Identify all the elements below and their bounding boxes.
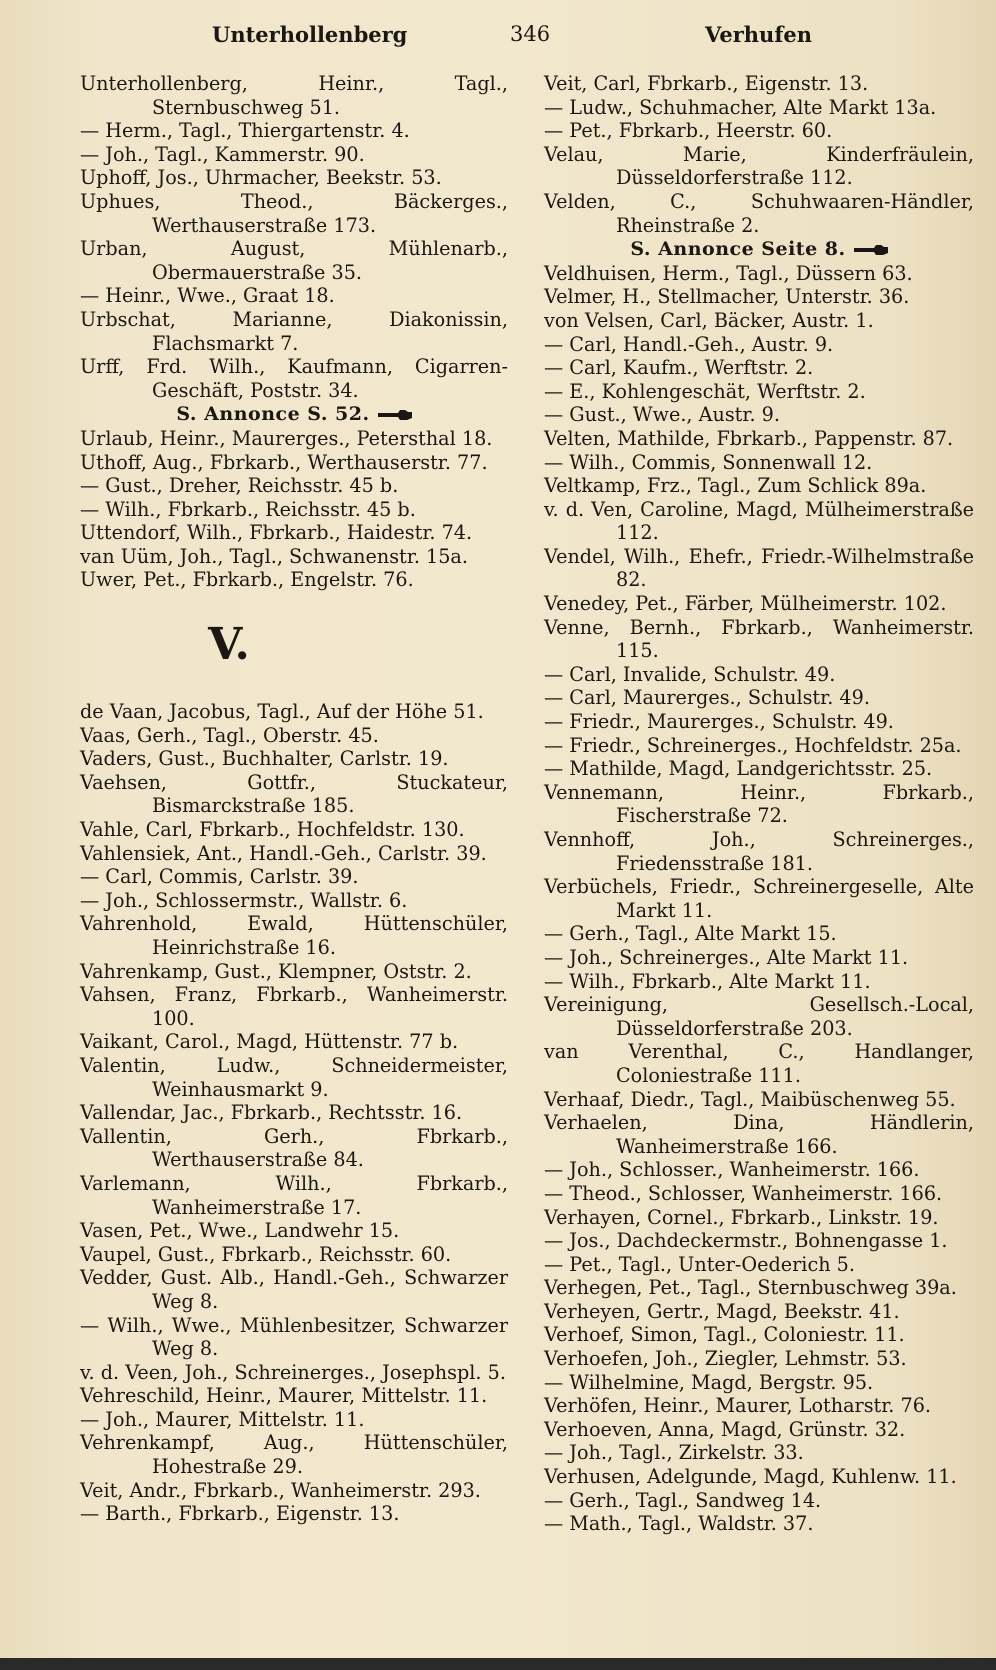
directory-entry: Vaehsen, Gottfr., Stuckateur, Bismarckstraße 185.	[80, 770, 508, 818]
directory-entry: Vaas, Gerh., Tagl., Oberstr. 45.	[80, 723, 379, 747]
directory-entry: Verheyen, Gertr., Magd, Beekstr. 41.	[544, 1299, 900, 1323]
directory-entry: — Wilh., Fbrkarb., Alte Markt 11.	[544, 969, 871, 993]
directory-entry: Verhayen, Cornel., Fbrkarb., Linkstr. 19.	[544, 1205, 939, 1229]
directory-entry: Varlemann, Wilh., Fbrkarb., Wanheimerstraße 17.	[80, 1171, 508, 1219]
directory-entry: v. d. Ven, Caroline, Magd, Mülheimerstraße 112.	[544, 497, 974, 545]
directory-entry: — Joh., Maurer, Mittelstr. 11.	[80, 1407, 365, 1431]
directory-entry: — Friedr., Schreinerges., Hochfeldstr. 25a.	[544, 733, 962, 757]
directory-entry: — Jos., Dachdeckermstr., Bohnengasse 1.	[544, 1229, 948, 1253]
directory-entry: — Friedr., Maurerges., Schulstr. 49.	[544, 710, 894, 734]
directory-entry: — E., Kohlengeschät, Werftstr. 2.	[544, 379, 866, 403]
directory-entry: Verhoefen, Joh., Ziegler, Lehmstr. 53.	[544, 1347, 907, 1371]
directory-entry: — Carl, Invalide, Schulstr. 49.	[544, 662, 836, 686]
directory-entry: — Heinr., Wwe., Graat 18.	[80, 284, 335, 308]
directory-entry: Urff, Frd. Wilh., Kaufmann, Cigarren-Geschäft, Poststr. 34.	[80, 355, 508, 402]
directory-entry: — Carl, Kaufm., Werftstr. 2.	[544, 356, 814, 380]
directory-entry: — Wilh., Fbrkarb., Reichsstr. 45 b.	[80, 497, 416, 521]
directory-entry: — Joh., Tagl., Kammerstr. 90.	[80, 142, 365, 166]
directory-entry: von Velsen, Carl, Bäcker, Austr. 1.	[544, 308, 874, 332]
directory-entry: Valentin, Ludw., Schneidermeister, Weinhausmarkt 9.	[80, 1053, 508, 1101]
directory-entry: — Carl, Commis, Carlstr. 39.	[80, 865, 359, 889]
annonce-note: S. Annonce Seite 8.	[544, 238, 974, 262]
directory-entry: — Joh., Schreinerges., Alte Markt 11.	[544, 945, 909, 969]
directory-entry: van Verenthal, C., Handlanger, Coloniestraße 111.	[544, 1040, 974, 1087]
directory-entry: — Herm., Tagl., Thiergartenstr. 4.	[80, 119, 410, 143]
directory-entry: Velten, Mathilde, Fbrkarb., Pappenstr. 87.	[544, 426, 954, 450]
page-header	[80, 22, 962, 56]
directory-entry: Vennemann, Heinr., Fbrkarb., Fischerstraße 72.	[544, 780, 974, 828]
directory-entry: — Mathilde, Magd, Landgerichtsstr. 25.	[544, 757, 933, 781]
directory-entry: — Pet., Fbrkarb., Heerstr. 60.	[544, 119, 833, 143]
directory-entry: Veldhuisen, Herm., Tagl., Düssern 63.	[544, 261, 913, 285]
directory-entry: Vendel, Wilh., Ehefr., Friedr.-Wilhelmstraße 82.	[544, 544, 974, 592]
directory-entry: Uphues, Theod., Bäckerges., Werthauserstraße 173.	[80, 189, 508, 237]
directory-entry: Vehreschild, Heinr., Maurer, Mittelstr. 11.	[80, 1384, 488, 1408]
directory-entry: Verhaaf, Diedr., Tagl., Maibüschenweg 55.	[544, 1087, 956, 1111]
directory-entry: Vahrenhold, Ewald, Hüttenschüler, Heinrichstraße 16.	[80, 912, 508, 959]
directory-entry: Verhusen, Adelgunde, Magd, Kuhlenw. 11.	[544, 1465, 957, 1489]
page-number: 346	[510, 22, 551, 46]
directory-entry: — Carl, Maurerges., Schulstr. 49.	[544, 686, 870, 710]
directory-entry: Vedder, Gust. Alb., Handl.-Geh., Schwarzer Weg 8.	[80, 1266, 508, 1313]
directory-entry: Verhaelen, Dina, Händlerin, Wanheimerstraße 166.	[544, 1111, 974, 1158]
directory-entry: — Joh., Schlosser., Wanheimerstr. 166.	[544, 1158, 920, 1182]
directory-entry: Vallentin, Gerh., Fbrkarb., Werthauserstraße 84.	[80, 1124, 508, 1172]
pointing-hand-icon	[378, 408, 412, 422]
directory-entry: — Math., Tagl., Waldstr. 37.	[544, 1512, 814, 1536]
header-left-keyword: Unterhollenberg	[212, 22, 408, 47]
right-column	[544, 72, 974, 1536]
directory-entry: Urlaub, Heinr., Maurerges., Petersthal 18.	[80, 426, 493, 450]
directory-entry: Venne, Bernh., Fbrkarb., Wanheimerstr. 115.	[544, 615, 974, 663]
directory-entry: Urbschat, Marianne, Diakonissin, Flachsmarkt 7.	[80, 307, 508, 355]
directory-entry: Veit, Andr., Fbrkarb., Wanheimerstr. 293.	[80, 1478, 481, 1502]
directory-entry: Veltkamp, Frz., Tagl., Zum Schlick 89a.	[544, 474, 927, 498]
directory-entry: Verhegen, Pet., Tagl., Sternbuschweg 39a.	[544, 1276, 957, 1300]
directory-entry: Vahsen, Franz, Fbrkarb., Wanheimerstr. 100.	[80, 983, 508, 1030]
directory-entry: Uthoff, Aug., Fbrkarb., Werthauserstr. 77.	[80, 450, 488, 474]
directory-entry: Veit, Carl, Fbrkarb., Eigenstr. 13.	[544, 72, 869, 95]
directory-entry: — Pet., Tagl., Unter-Oederich 5.	[544, 1252, 855, 1276]
section-letter: V.	[208, 619, 250, 671]
directory-entry: — Barth., Fbrkarb., Eigenstr. 13.	[80, 1502, 400, 1526]
directory-entry: — Gerh., Tagl., Sandweg 14.	[544, 1488, 822, 1512]
directory-entry: Vasen, Pet., Wwe., Landwehr 15.	[80, 1219, 400, 1243]
directory-entry: Vennhoff, Joh., Schreinerges., Friedensstraße 181.	[544, 828, 974, 875]
directory-entry: Vallendar, Jac., Fbrkarb., Rechtsstr. 16.	[80, 1101, 463, 1125]
header-right-keyword: Verhufen	[705, 22, 812, 47]
scan-edge	[0, 1658, 996, 1670]
directory-entry: Venedey, Pet., Färber, Mülheimerstr. 102.	[544, 592, 947, 616]
directory-entry: Verhoef, Simon, Tagl., Coloniestr. 11.	[544, 1323, 905, 1347]
directory-entry: Uttendorf, Wilh., Fbrkarb., Haidestr. 74.	[80, 521, 473, 545]
directory-entry: — Gerh., Tagl., Alte Markt 15.	[544, 922, 837, 946]
directory-entry: Vaders, Gust., Buchhalter, Carlstr. 19.	[80, 747, 449, 771]
directory-entry: Verhoeven, Anna, Magd, Grünstr. 32.	[544, 1417, 906, 1441]
directory-entry: v. d. Veen, Joh., Schreinerges., Josephspl. 5.	[80, 1360, 506, 1384]
directory-entry: Vaikant, Carol., Magd, Hüttenstr. 77 b.	[80, 1030, 459, 1054]
directory-entry: — Carl, Handl.-Geh., Austr. 9.	[544, 332, 834, 356]
directory-entry: Vahle, Carl, Fbrkarb., Hochfeldstr. 130.	[80, 818, 465, 842]
left-column	[80, 72, 508, 1526]
directory-entry: Verhöfen, Heinr., Maurer, Lotharstr. 76.	[544, 1394, 932, 1418]
directory-entry: Vehrenkampf, Aug., Hüttenschüler, Hohestraße 29.	[80, 1431, 508, 1479]
directory-entry: van Uüm, Joh., Tagl., Schwanenstr. 15a.	[80, 544, 468, 568]
directory-entry: Velau, Marie, Kinderfräulein, Düsseldorferstraße 112.	[544, 142, 974, 190]
directory-entry: Vahrenkamp, Gust., Klempner, Oststr. 2.	[80, 959, 472, 983]
directory-entry: — Joh., Tagl., Zirkelstr. 33.	[544, 1441, 804, 1465]
directory-entry: — Theod., Schlosser, Wanheimerstr. 166.	[544, 1181, 943, 1205]
directory-entry: — Ludw., Schuhmacher, Alte Markt 13a.	[544, 95, 937, 119]
directory-entry: — Gust., Wwe., Austr. 9.	[544, 403, 780, 427]
directory-entry: Velden, C., Schuhwaaren-Händler, Rheinstraße 2.	[544, 189, 974, 237]
directory-entry: Velmer, H., Stellmacher, Unterstr. 36.	[544, 285, 910, 309]
pointing-hand-icon	[854, 243, 888, 257]
directory-entry: — Joh., Schlossermstr., Wallstr. 6.	[80, 888, 408, 912]
annonce-note: S. Annonce S. 52.	[80, 403, 508, 427]
directory-entry: Verbüchels, Friedr., Schreinergeselle, Alte Markt 11.	[544, 875, 974, 922]
directory-entry: Uwer, Pet., Fbrkarb., Engelstr. 76.	[80, 568, 414, 592]
directory-entry: Vereinigung, Gesellsch.-Local, Düsseldorferstraße 203.	[544, 993, 974, 1040]
directory-entry: — Wilh., Commis, Sonnenwall 12.	[544, 450, 873, 474]
directory-entry: — Wilh., Wwe., Mühlenbesitzer, Schwarzer Weg 8.	[80, 1313, 508, 1361]
directory-entry: — Wilhelmine, Magd, Bergstr. 95.	[544, 1370, 874, 1394]
directory-entry: de Vaan, Jacobus, Tagl., Auf der Höhe 51.	[80, 700, 484, 724]
directory-entry: Unterhollenberg, Heinr., Tagl., Sternbuschweg 51.	[80, 72, 508, 119]
directory-entry: — Gust., Dreher, Reichsstr. 45 b.	[80, 474, 399, 498]
directory-entry: Vahlensiek, Ant., Handl.-Geh., Carlstr. 39.	[80, 841, 487, 865]
directory-entry: Urban, August, Mühlenarb., Obermauerstraße 35.	[80, 237, 508, 284]
directory-entry: Vaupel, Gust., Fbrkarb., Reichsstr. 60.	[80, 1242, 452, 1266]
directory-entry: Uphoff, Jos., Uhrmacher, Beekstr. 53.	[80, 166, 442, 190]
